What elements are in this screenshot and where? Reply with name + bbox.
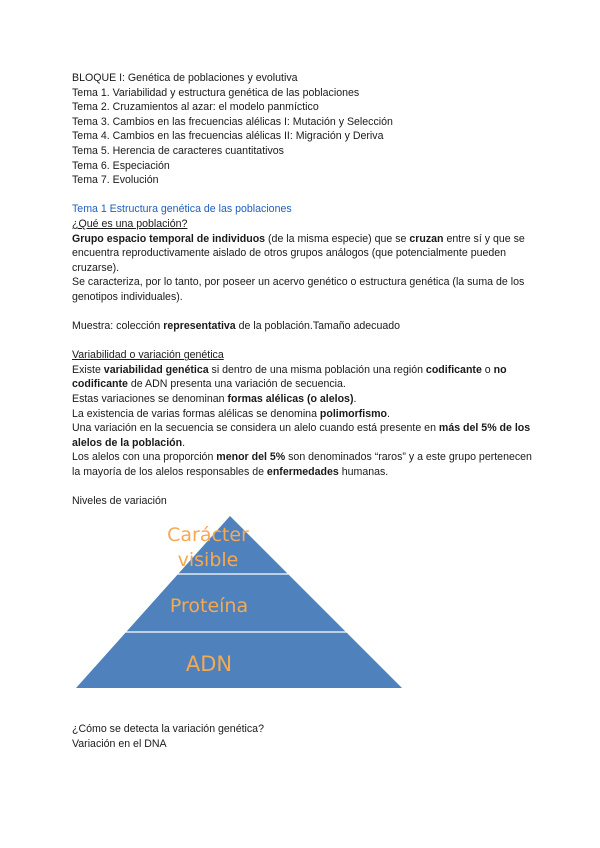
pyramid-label-caracter: Carácter [167, 524, 249, 546]
variabilidad-paragraph-3 [72, 407, 532, 422]
variabilidad-paragraph-1 [72, 363, 532, 392]
deteccion-question: ¿Cómo se detecta la variación genética? [72, 723, 264, 735]
bold-text: más del 5% de los alelos de la población [72, 422, 531, 449]
deteccion-line: Variación en el DNA [72, 737, 167, 750]
text: de la población.Tamaño adecuado [235, 320, 401, 333]
tema-item: Tema 3. Cambios en las frecuencias alélicas I: Mutación y Selección [72, 115, 393, 128]
text: Estas variaciones se denominan [72, 393, 228, 406]
text: Muestra: colección [72, 320, 164, 333]
poblacion-question: ¿Qué es una población? [72, 217, 188, 230]
variabilidad-paragraph-5 [72, 450, 532, 479]
bold-text: variabilidad genética [103, 363, 209, 376]
text: humanas. [338, 466, 389, 479]
bold-text: codificante [425, 363, 482, 376]
text: . [182, 436, 186, 449]
tema-item: Tema 7. Evolución [72, 174, 159, 187]
text: o [481, 363, 494, 376]
text: . [353, 393, 357, 406]
tema-item: Tema 2. Cruzamientos al azar: el modelo panmíctico [72, 101, 319, 114]
text: de ADN presenta una variación de secuencia. [127, 378, 346, 391]
bold-text: menor del 5% [216, 451, 286, 464]
pyramid-label-visible: visible [177, 549, 239, 571]
text: Los alelos con una proporción [72, 451, 217, 464]
variabilidad-heading: Variabilidad o variación genética [72, 349, 224, 362]
tema-item: Tema 1. Variabilidad y estructura genética de las poblaciones [72, 86, 360, 99]
text: entre sí y que se encuentra reproductivamente aislado de otros grupos análogos (que potencialmente pueden cruzarse). [72, 232, 525, 274]
text: . [387, 407, 390, 420]
niveles-pyramid [72, 512, 532, 692]
text: si dentro de una misma población una región [208, 363, 426, 376]
tema-item: Tema 4. Cambios en las frecuencias alélicas II: Migración y Deriva [72, 130, 384, 143]
text: Existe [72, 363, 104, 376]
bold-text: Grupo espacio temporal de individuos [72, 232, 266, 245]
niveles-heading: Niveles de variación [72, 495, 167, 508]
poblacion-definition [72, 232, 532, 276]
pyramid-label-adn: ADN [185, 652, 233, 676]
bold-text: no codificante [72, 363, 507, 391]
variabilidad-paragraph-2 [72, 392, 532, 407]
document-body [72, 71, 532, 509]
text: (de la misma especie) que se [265, 232, 410, 245]
bold-text: representativa [163, 320, 236, 333]
text: Una variación en la secuencia se considera un alelo cuando está presente en [72, 422, 439, 435]
bold-text: cruzan [409, 232, 444, 245]
bold-text: formas alélicas (o alelos) [227, 393, 354, 406]
tema-item: Tema 5. Herencia de caracteres cuantitativos [72, 144, 284, 157]
deteccion-section [72, 722, 264, 751]
bloque-title: BLOQUE I: Genética de poblaciones y evolutiva [72, 72, 298, 84]
tema-item: Tema 6. Especiación [72, 159, 170, 172]
variabilidad-paragraph-4 [72, 421, 532, 450]
bold-text: polimorfismo [319, 407, 388, 420]
pyramid-label-proteina: Proteína [169, 595, 249, 617]
bold-text: enfermedades [266, 466, 339, 479]
tema1-heading: Tema 1 Estructura genética de las poblaciones [72, 203, 292, 216]
text: La existencia de varias formas alélicas se denomina [72, 407, 320, 420]
acervo-paragraph: Se caracteriza, por lo tanto, por poseer un acervo genético o estructura genética (la suma de los genotipos individuales). [72, 276, 525, 303]
text: son denominados “raros” y a este grupo pertenecen la mayoría de los alelos responsables de [72, 451, 532, 479]
muestra-line [72, 319, 532, 334]
